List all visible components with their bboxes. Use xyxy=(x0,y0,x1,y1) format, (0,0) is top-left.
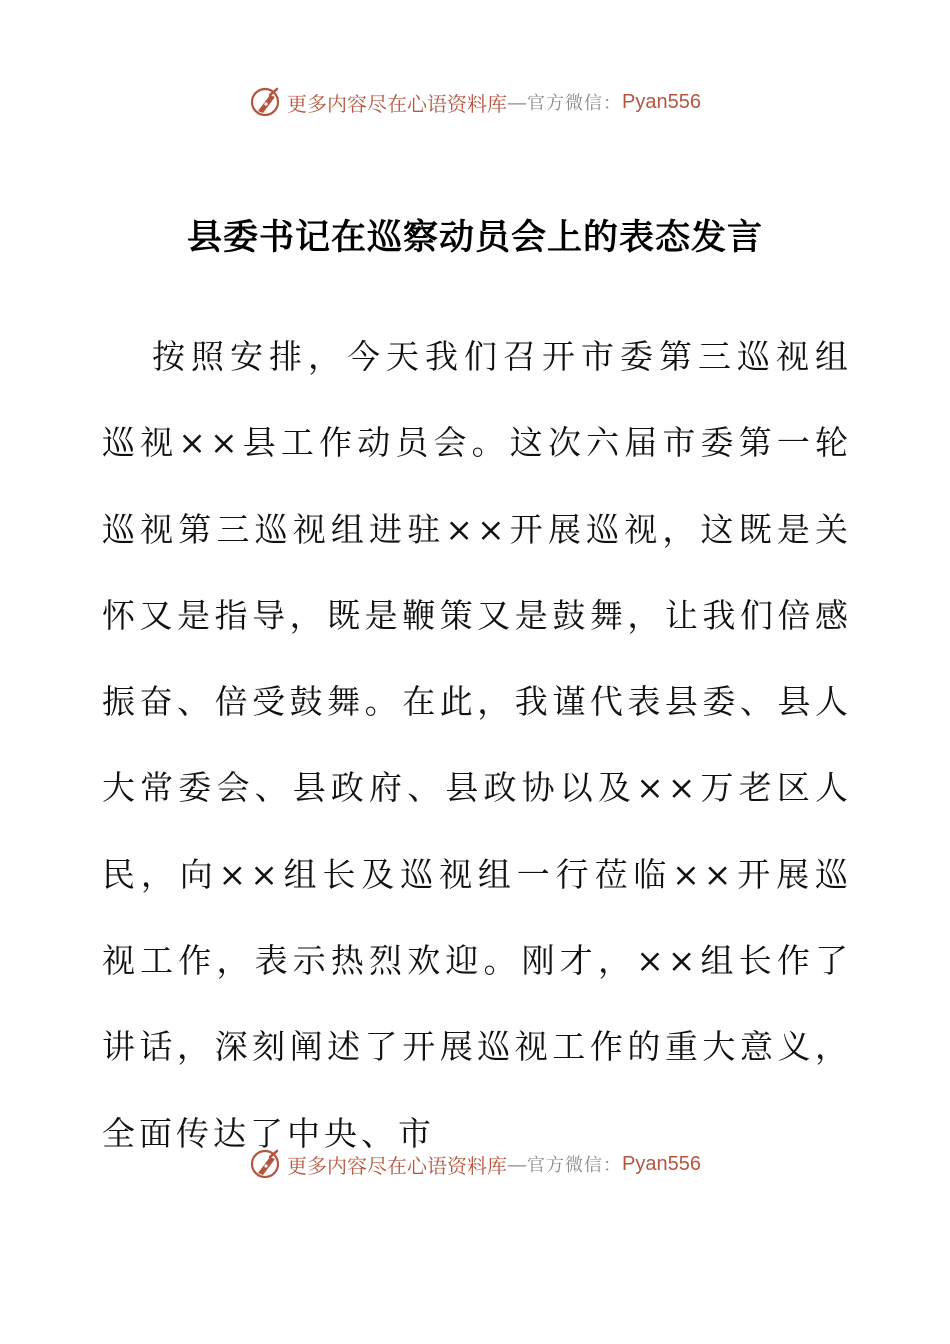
banner-wechat-id: Pyan556 xyxy=(622,90,701,113)
pen-nib-logo-icon xyxy=(249,1147,283,1181)
footer-watermark-banner xyxy=(0,1144,950,1184)
banner-separator: — xyxy=(507,1152,528,1176)
banner-wechat-label: 官方微信： xyxy=(527,1155,623,1176)
banner-library-text: 更多内容尽在心语资料库 xyxy=(287,91,508,116)
header-watermark-banner xyxy=(0,82,950,122)
pen-nib-logo-icon xyxy=(249,85,283,119)
banner-wechat-id: Pyan556 xyxy=(622,1152,701,1175)
banner-wechat-label: 官方微信： xyxy=(527,93,623,114)
document-title: 县委书记在巡察动员会上的表态发言 xyxy=(186,218,763,258)
banner-library-text: 更多内容尽在心语资料库 xyxy=(287,1153,508,1178)
document-body-paragraph: 按照安排，今天我们召开市委第三巡视组巡视××县工作动员会。这次六届市委第一轮巡视第三巡视组进驻××开展巡视，这既是关怀又是指导，既是鞭策又是鼓舞，让我们倍感振奋、倍受鼓舞。在此，我谨代表县委、县人大常委会、县政府、县政协以及××万老区人民，向××组长及巡视组一行莅临××开展巡视工作，表示热烈欢迎。刚才，××组长作了讲话，深刻阐述了开展巡视工作的重大意义，全面传达了中央、市 xyxy=(102,337,852,1153)
banner-separator: — xyxy=(507,90,528,114)
